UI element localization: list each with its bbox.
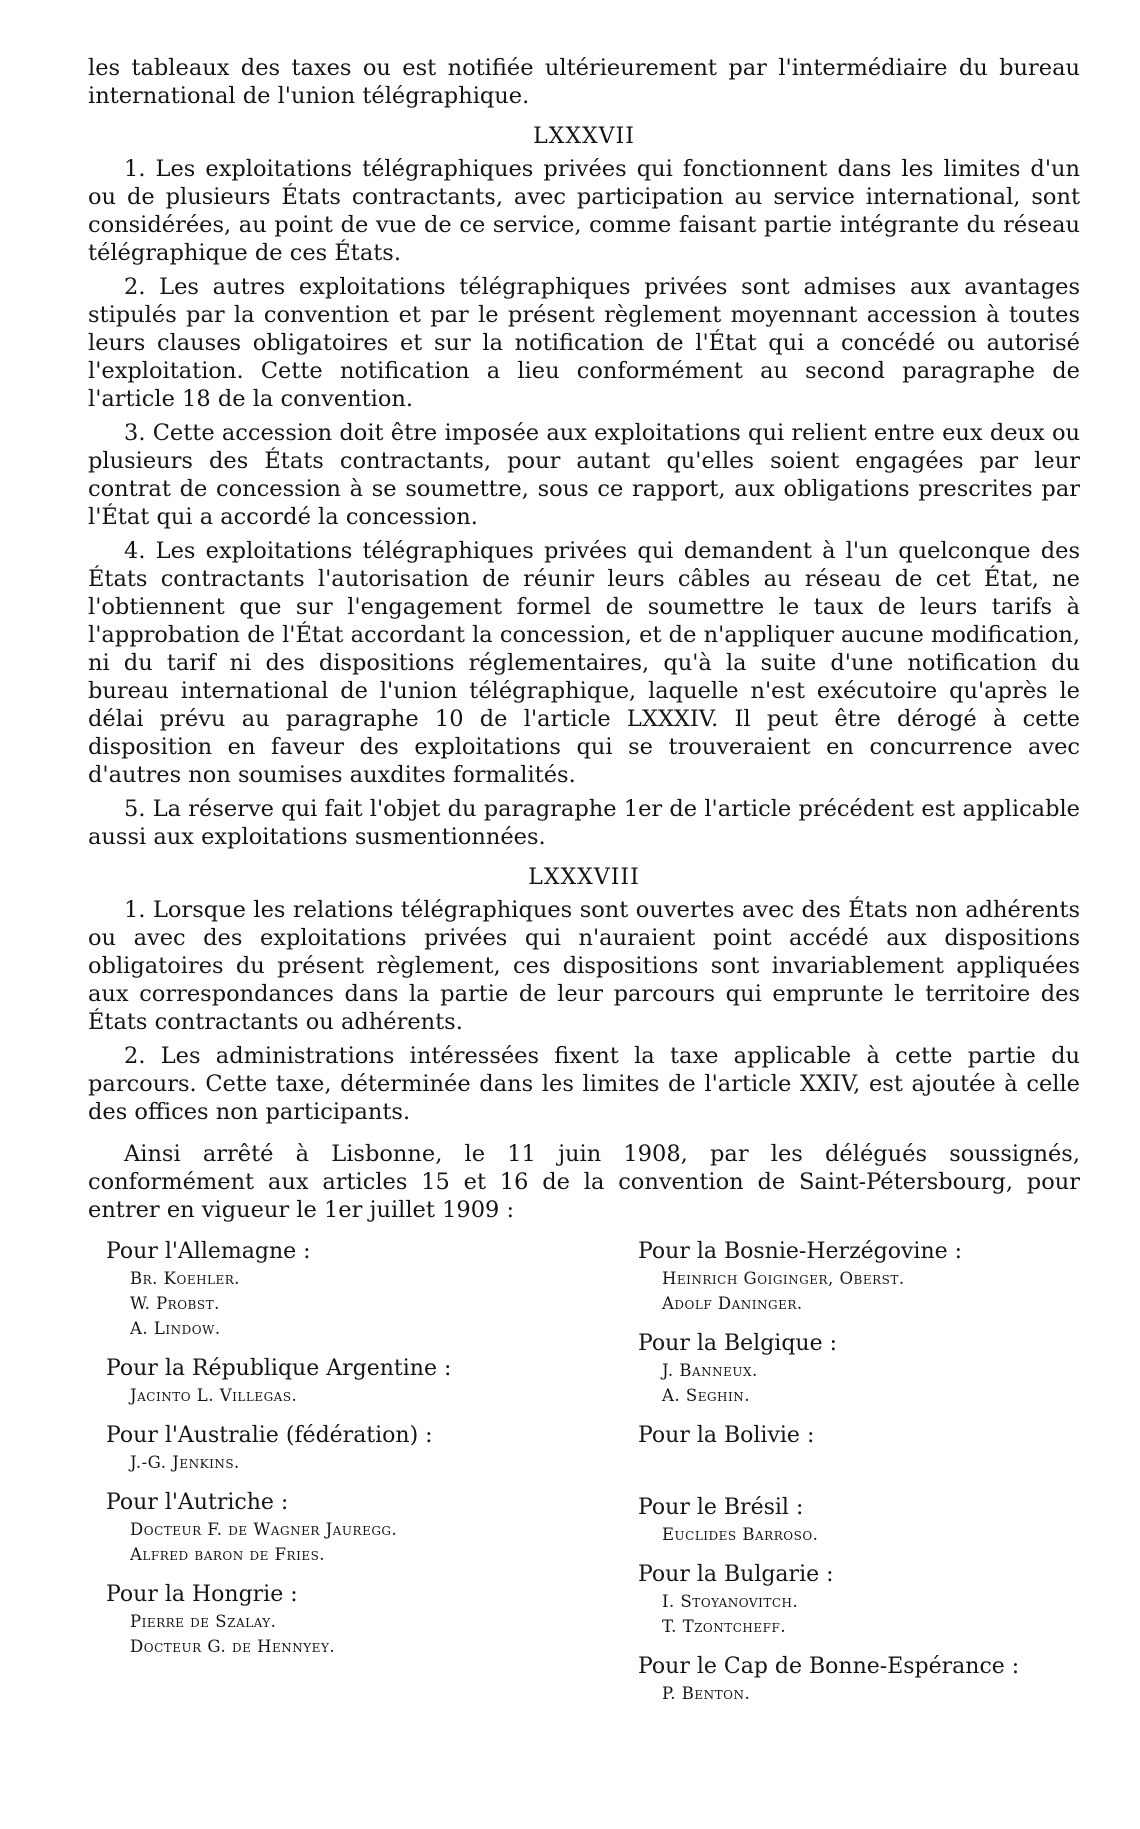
signatory-country: Pour le Brésil : — [638, 1495, 804, 1520]
signatories-right-column — [638, 1238, 1140, 1720]
signatory-group — [106, 1422, 626, 1475]
signatory-country: Pour le Cap de Bonne-Espérance : — [638, 1654, 1020, 1679]
article-lxxxviii — [88, 865, 1080, 1126]
closing-paragraph: Ainsi arrêté à Lisbonne, le 11 juin 1908, par les délégués soussignés, conformément aux articles 15 et 16 de la convention de Saint-Pétersbourg, pour entrer en vigueur le 1er juillet 1909 : — [88, 1141, 1080, 1223]
signatory-name: Jacinto L. Villegas. — [130, 1386, 298, 1405]
article-paragraph: 2. Les autres exploitations télégraphiques privées sont admises aux avantages stipulés par la convention et par le présent règlement moyennant accession à toutes leurs clauses obligatoires et sur la notification de l'État qui a concédé ou autorisé l'exploitation. Cette notification a lieu conformément au second paragraphe de l'article 18 de la convention. — [88, 274, 1080, 412]
signatory-country: Pour la Belgique : — [638, 1331, 837, 1356]
signatory-name: Euclides Barroso. — [662, 1525, 819, 1544]
signatory-country: Pour l'Autriche : — [106, 1490, 289, 1515]
intro-paragraph: les tableaux des taxes ou est notifiée ultérieurement par l'intermédiaire du bureau international de l'union télégraphique. — [88, 55, 1080, 109]
article-paragraph: 1. Les exploitations télégraphiques privées qui fonctionnent dans les limites d'un ou de plusieurs États contractants, avec participation au service international, sont considérées, au point de vue de ce service, comme faisant partie intégrante du réseau télégraphique de ces États. — [88, 156, 1080, 266]
signatory-name: Heinrich Goiginger, Oberst. — [662, 1269, 905, 1288]
signatory-name: Br. Koehler. — [130, 1269, 241, 1288]
article-heading: LXXXVII — [533, 124, 635, 149]
document-page — [88, 54, 1080, 1798]
signatory-name: A. Lindow. — [130, 1319, 221, 1338]
signatory-name: Adolf Daninger. — [662, 1294, 803, 1313]
article-paragraph: 3. Cette accession doit être imposée aux exploitations qui relient entre eux deux ou plusieurs des États contractants, pour autant qu'elles soient engagées par leur contrat de concession à se soumettre, sous ce rapport, aux obligations prescrites par l'État qui a accordé la concession. — [88, 420, 1080, 530]
signatory-country: Pour l'Allemagne : — [106, 1239, 311, 1264]
article-paragraph: 2. Les administrations intéressées fixent la taxe applicable à cette partie du parcours. Cette taxe, déterminée dans les limites de l'article XXIV, est ajoutée à celle des offices non participants. — [88, 1043, 1080, 1125]
signatory-group — [638, 1653, 1140, 1706]
signatory-group — [106, 1355, 626, 1408]
signatory-country: Pour la Bulgarie : — [638, 1562, 834, 1587]
signatory-name: J.-G. Jenkins. — [130, 1453, 240, 1472]
signatory-country: Pour la Bolivie : — [638, 1423, 815, 1448]
signatory-name: T. Tzontcheff. — [662, 1617, 787, 1636]
signatory-group — [638, 1330, 1140, 1408]
article-heading: LXXXVIII — [528, 865, 640, 890]
signatory-group — [106, 1238, 626, 1341]
article-paragraph: 5. La réserve qui fait l'objet du paragraphe 1er de l'article précédent est applicable aussi aux exploitations susmentionnées. — [88, 796, 1080, 850]
signatory-name: P. Benton. — [662, 1684, 751, 1703]
signatory-name: Docteur G. de Hennyey. — [130, 1637, 336, 1656]
signatory-name: W. Probst. — [130, 1294, 220, 1313]
article-paragraph: 1. Lorsque les relations télégraphiques sont ouvertes avec des États non adhérents ou avec des exploitations privées qui n'auraient point accédé aux dispositions obligatoires du présent règlement, ces dispositions sont invariablement appliquées aux correspondances dans la partie de leur parcours qui emprunte le territoire des États contractants ou adhérents. — [88, 897, 1080, 1035]
signatory-name: J. Banneux. — [662, 1361, 758, 1380]
signatories — [88, 1238, 1080, 1798]
signatory-country: Pour la République Argentine : — [106, 1356, 452, 1381]
signatories-left-column — [106, 1238, 626, 1673]
signatory-name: A. Seghin. — [662, 1386, 751, 1405]
signatory-country: Pour la Hongrie : — [106, 1582, 298, 1607]
article-paragraph: 4. Les exploitations télégraphiques privées qui demandent à l'un quelconque des États contractants l'autorisation de réunir leurs câbles au réseau de cet État, ne l'obtiennent que sur l'engagement formel de soumettre le taux de leurs tarifs à l'approbation de l'État accordant la concession, et de n'appliquer aucune modification, ni du tarif ni des dispositions réglementaires, qu'à la suite d'une notification du bureau international de l'union télégraphique, laquelle n'est exécutoire qu'après le délai prévu au paragraphe 10 de l'article LXXXIV. Il peut être dérogé à cette disposition en faveur des exploitations qui se trouveraient en concurrence avec d'autres non soumises auxdites formalités. — [88, 538, 1080, 788]
signatory-name: I. Stoyanovitch. — [662, 1592, 799, 1611]
article-lxxxvii — [88, 124, 1080, 851]
signatory-group — [106, 1489, 626, 1567]
signatory-country: Pour l'Australie (fédération) : — [106, 1423, 433, 1448]
signatory-name: Pierre de Szalay. — [130, 1612, 277, 1631]
signatory-country: Pour la Bosnie-Herzégovine : — [638, 1239, 963, 1264]
signatory-group — [106, 1581, 626, 1659]
signatory-group — [638, 1561, 1140, 1639]
signatory-group — [638, 1494, 1140, 1547]
signatory-group — [638, 1238, 1140, 1316]
signatory-name: Docteur F. de Wagner Jauregg. — [130, 1520, 398, 1539]
signatory-name: Alfred baron de Fries. — [130, 1545, 326, 1564]
signatory-group — [638, 1422, 1140, 1450]
